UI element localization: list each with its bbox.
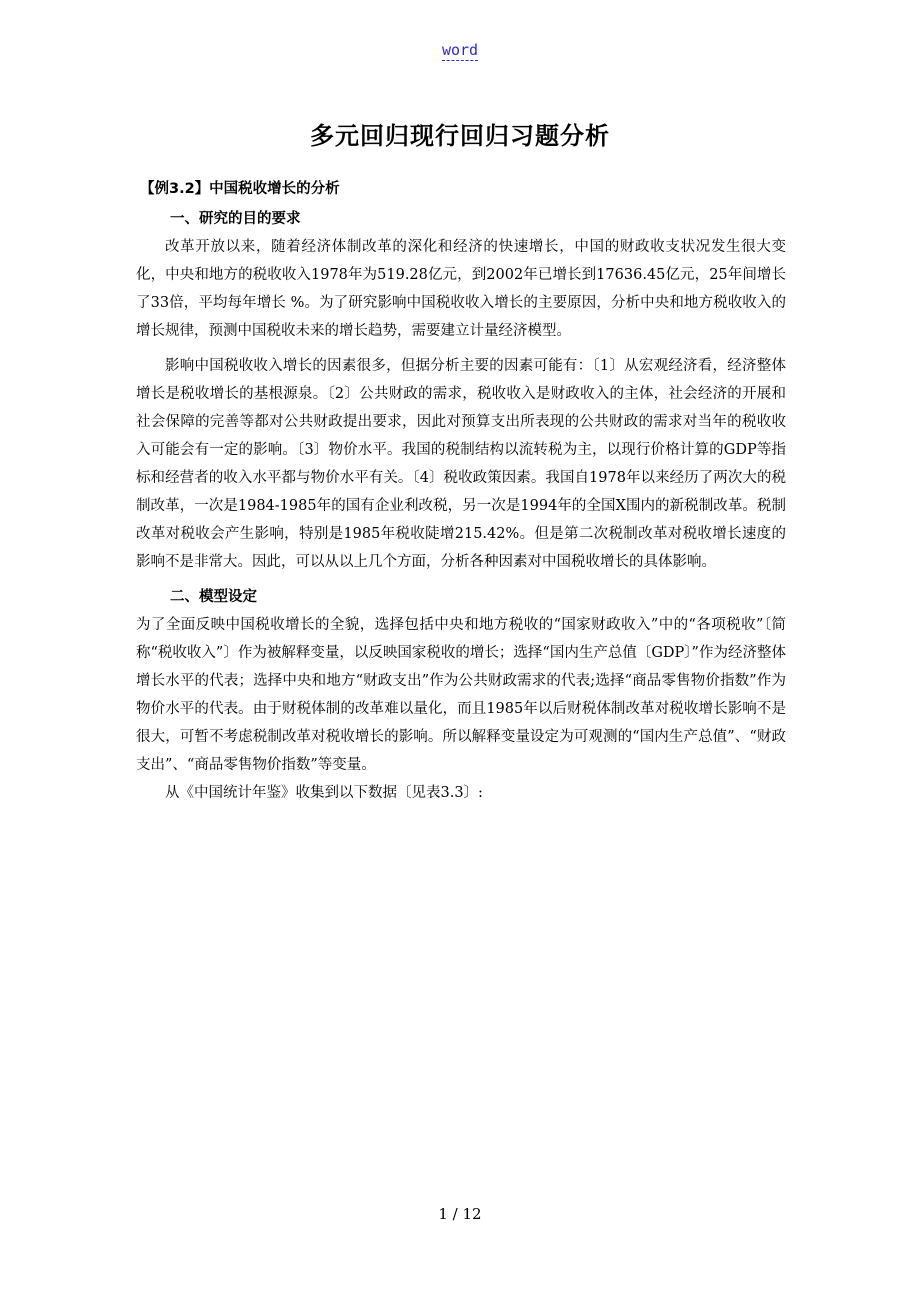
header-word-link[interactable] <box>0 40 920 60</box>
section-heading-research-purpose: 一、研究的目的要求 <box>170 211 301 227</box>
document-body <box>136 175 786 814</box>
page-number: 1 / 12 <box>438 1205 482 1223</box>
section-heading-model-setting: 二、模型设定 <box>170 589 257 605</box>
paragraph: 影响中国税收收入增长的因素很多，但据分析主要的因素可能有：〔1〕从宏观经济看，经济整体增长是税收增长的基根源泉。〔2〕公共财政的需求，税收收入是财政收入的主体，社会经济的开展和社会保障的完善等都对公共财政提出要求，因此对预算支出所表现的公共财政的需求对当年的税收收入可能会有一定的影响。〔3〕物价水平。我国的税制结构以流转税为主，以现行价格计算的GDP等指标和经营者的收入水平都与物价水平有关。〔4〕税收政策因素。我国自1978年以来经历了两次大的税制改革，一次是1984-1985年的国有企业利改税，另一次是1994年的全国X围内的新税制改革。税制改革对税收会产生影响，特别是1985年税收陡增215.42%。但是第二次税制改革对税收增长速度的影响不是非常大。因此，可以从以上几个方面，分析各种因素对中国税收增长的具体影响。 <box>136 358 786 570</box>
paragraph: 为了全面反映中国税收增长的全貌，选择包括中央和地方税收的“国家财政收入”中的“各项税收”〔简称“税收收入”〕作为被解释变量，以反映国家税收的增长；选择“国内生产总值〔GDP〕”作为经济整体增长水平的代表；选择中央和地方“财政支出”作为公共财政需求的代表;选择“商品零售物价指数”作为物价水平的代表。由于财税体制的改革难以量化，而且1985年以后财税体制改革对税收增长影响不是很大，可暂不考虑税制改革对税收增长的影响。所以解释变量设定为可观测的“国内生产总值”、“财政支出”、“商品零售物价指数”等变量。 <box>136 617 786 773</box>
document-title: 多元回归现行回归习题分析 <box>310 122 610 150</box>
paragraph: 改革开放以来，随着经济体制改革的深化和经济的快速增长，中国的财政收支状况发生很大变化，中央和地方的税收收入1978年为519.28亿元，到2002年已增长到17636.45亿元，25年间增长了33倍，平均每年增长 %。为了研究影响中国税收收入增长的主要原因，分析中央和地方税收收入的增长规律，预测中国税收未来的增长趋势，需要建立计量经济模型。 <box>136 239 786 339</box>
paragraph: 从《中国统计年鉴》收集到以下数据〔见表3.3〕: <box>165 785 483 801</box>
example-heading: 【例3.2】中国税收增长的分析 <box>140 181 340 197</box>
header-link-text[interactable]: word <box>441 41 479 59</box>
